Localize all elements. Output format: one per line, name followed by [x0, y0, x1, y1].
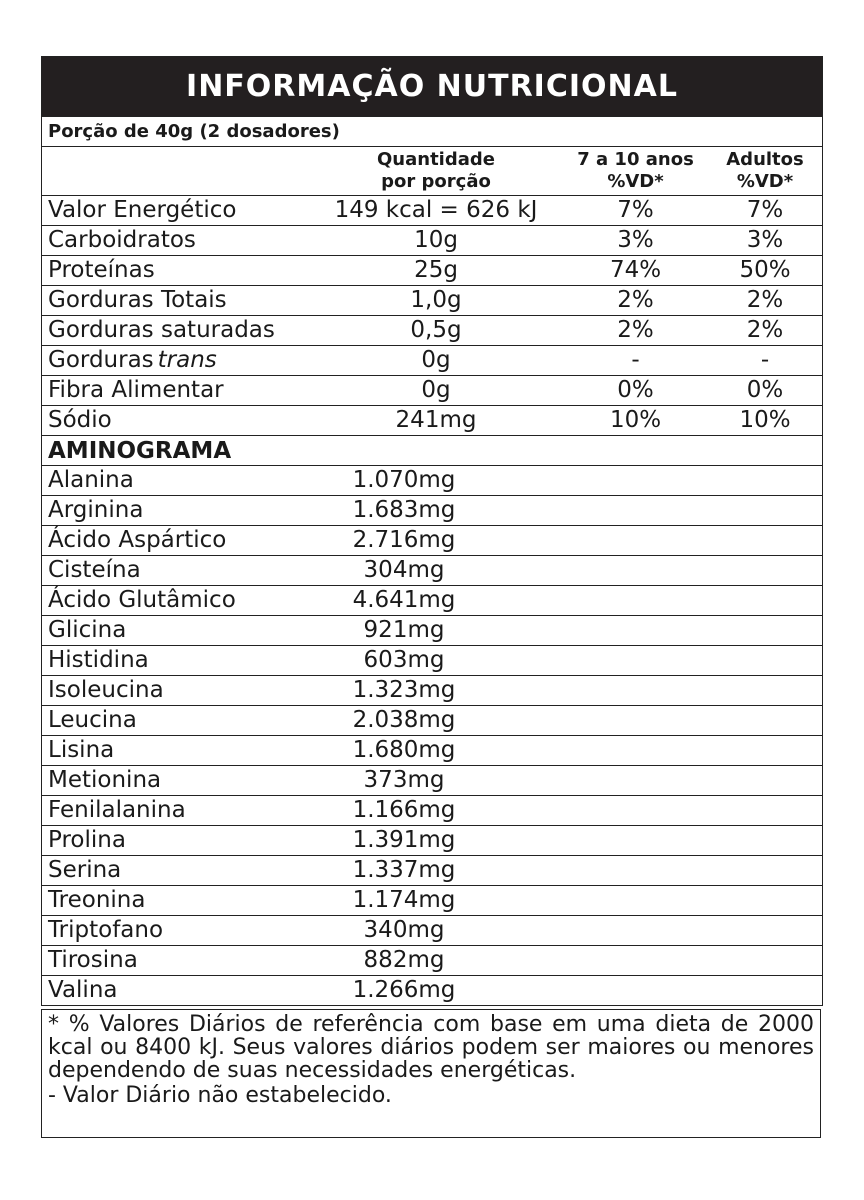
amino-row: [42, 855, 822, 885]
nutrient-adults-dv: 2%: [746, 317, 784, 343]
amino-row: [42, 795, 822, 825]
amino-quantity: 1.266mg: [352, 977, 456, 1003]
nutrient-row: [42, 225, 822, 255]
nutrient-quantity: 0,5g: [410, 317, 462, 343]
amino-row: [42, 765, 822, 795]
amino-name: Alanina: [48, 467, 134, 493]
amino-row: [42, 975, 822, 1005]
header-kids-line2: %VD*: [607, 171, 664, 192]
amino-name: Leucina: [48, 707, 137, 733]
nutrient-name: [42, 346, 309, 375]
nutrient-row: [42, 375, 822, 405]
amino-name: Prolina: [48, 827, 126, 853]
nutrient-kids-dv: 3%: [617, 227, 654, 253]
amino-quantity: 340mg: [363, 917, 445, 943]
amino-row: [42, 555, 822, 585]
amino-quantity: 1.323mg: [352, 677, 456, 703]
amino-quantity: 4.641mg: [352, 587, 456, 613]
nutrient-quantity: 1,0g: [410, 287, 462, 313]
header-nutrient: [42, 147, 309, 195]
header-quantity-line2: por porção: [381, 171, 491, 192]
amino-name: Cisteína: [48, 557, 141, 583]
nutrient-quantity: 25g: [414, 257, 458, 283]
amino-quantity: 373mg: [363, 767, 445, 793]
nutrient-row: [42, 195, 822, 225]
nutrient-name: Carboidratos: [48, 227, 196, 253]
nutrient-name: Proteínas: [48, 257, 155, 283]
nutrient-kids-dv: 10%: [609, 407, 662, 433]
amino-quantity: 1.680mg: [352, 737, 456, 763]
amino-name: Serina: [48, 857, 122, 883]
amino-name: Tirosina: [48, 947, 138, 973]
nutrient-quantity: 0g: [421, 377, 451, 403]
nutrient-adults-dv: 10%: [739, 407, 791, 433]
nutrient-name: Fibra Alimentar: [48, 377, 224, 403]
nutrient-row: [42, 405, 822, 435]
amino-quantity: 882mg: [363, 947, 445, 973]
nutrient-kids-dv: 74%: [609, 257, 662, 283]
amino-row: [42, 945, 822, 975]
amino-name: Triptofano: [48, 917, 164, 943]
amino-row: [42, 915, 822, 945]
aminogram-rows: [42, 465, 822, 1005]
nutrient-row: [42, 315, 822, 345]
nutrient-name: Gorduras Totais: [48, 287, 227, 313]
portion-size: Porção de 40g (2 dosadores): [42, 116, 822, 146]
amino-quantity: 304mg: [363, 557, 445, 583]
footnote-not-established: - Valor Diário não estabelecido.: [48, 1083, 392, 1108]
nutrient-quantity: 0g: [421, 347, 451, 373]
nutrient-name-italic: trans: [157, 347, 217, 373]
nutrient-quantity: 149 kcal = 626 kJ: [334, 197, 538, 223]
nutrient-name: Gorduras saturadas: [48, 317, 275, 343]
header-adults-line1: Adultos: [726, 149, 804, 170]
amino-row: [42, 525, 822, 555]
footnote: [41, 1009, 821, 1138]
nutrient-adults-dv: 2%: [746, 287, 784, 313]
amino-row: [42, 675, 822, 705]
amino-row: [42, 585, 822, 615]
amino-row: [42, 645, 822, 675]
nutrient-rows: [42, 195, 822, 435]
table-title: INFORMAÇÃO NUTRICIONAL: [42, 57, 822, 116]
nutrient-quantity: 10g: [414, 227, 458, 253]
amino-quantity: 2.716mg: [352, 527, 456, 553]
header-quantity: [309, 147, 563, 195]
nutrient-name-prefix: Gorduras: [48, 347, 154, 373]
amino-name: Metionina: [48, 767, 162, 793]
amino-quantity: 1.683mg: [352, 497, 456, 523]
nutrient-kids-dv: -: [631, 347, 640, 373]
amino-row: [42, 735, 822, 765]
aminogram-heading: AMINOGRAMA: [42, 435, 822, 465]
nutrient-adults-dv: 50%: [739, 257, 791, 283]
nutrient-kids-dv: 7%: [617, 197, 654, 223]
footnote-daily-values: * % Valores Diários de referência com base em uma dieta de 2000 kcal ou 8400 kJ. Seus valores diários podem ser maiores ou menores dependendo de suas necessidades energéticas.: [48, 1012, 814, 1083]
nutrient-row: [42, 285, 822, 315]
nutrient-quantity: 241mg: [395, 407, 477, 433]
column-headers: [42, 146, 822, 195]
amino-name: Isoleucina: [48, 677, 164, 703]
header-adults-line2: %VD*: [736, 171, 794, 192]
amino-row: [42, 465, 822, 495]
amino-name: Arginina: [48, 497, 144, 523]
amino-name: Treonina: [48, 887, 146, 913]
amino-name: Lisina: [48, 737, 115, 763]
amino-quantity: 1.070mg: [352, 467, 456, 493]
nutrient-adults-dv: 7%: [746, 197, 784, 223]
nutrient-name: Sódio: [48, 407, 112, 433]
amino-row: [42, 495, 822, 525]
amino-quantity: 603mg: [363, 647, 445, 673]
amino-row: [42, 705, 822, 735]
amino-name: Ácido Glutâmico: [48, 587, 236, 613]
amino-row: [42, 885, 822, 915]
amino-row: [42, 825, 822, 855]
amino-quantity: 2.038mg: [352, 707, 456, 733]
nutrient-kids-dv: 2%: [617, 317, 654, 343]
amino-name: Ácido Aspártico: [48, 527, 227, 553]
nutrient-kids-dv: 0%: [617, 377, 654, 403]
amino-quantity: 1.337mg: [352, 857, 456, 883]
header-quantity-line1: Quantidade: [377, 149, 495, 170]
nutrient-adults-dv: 0%: [746, 377, 784, 403]
header-kids-line1: 7 a 10 anos: [577, 149, 694, 170]
amino-quantity: 921mg: [363, 617, 445, 643]
amino-row: [42, 615, 822, 645]
amino-name: Glicina: [48, 617, 127, 643]
nutrient-row: [42, 345, 822, 375]
nutrient-adults-dv: -: [760, 347, 770, 373]
amino-name: Histidina: [48, 647, 149, 673]
nutrition-facts-table: [41, 56, 823, 1006]
amino-quantity: 1.166mg: [352, 797, 456, 823]
amino-name: Fenilalanina: [48, 797, 186, 823]
nutrient-row: [42, 255, 822, 285]
amino-name: Valina: [48, 977, 118, 1003]
nutrient-adults-dv: 3%: [746, 227, 784, 253]
amino-quantity: 1.391mg: [352, 827, 456, 853]
header-kids-dv: [563, 147, 708, 195]
header-adults-dv: [708, 147, 822, 195]
nutrient-name: Valor Energético: [48, 197, 237, 223]
nutrient-kids-dv: 2%: [617, 287, 654, 313]
amino-quantity: 1.174mg: [352, 887, 456, 913]
